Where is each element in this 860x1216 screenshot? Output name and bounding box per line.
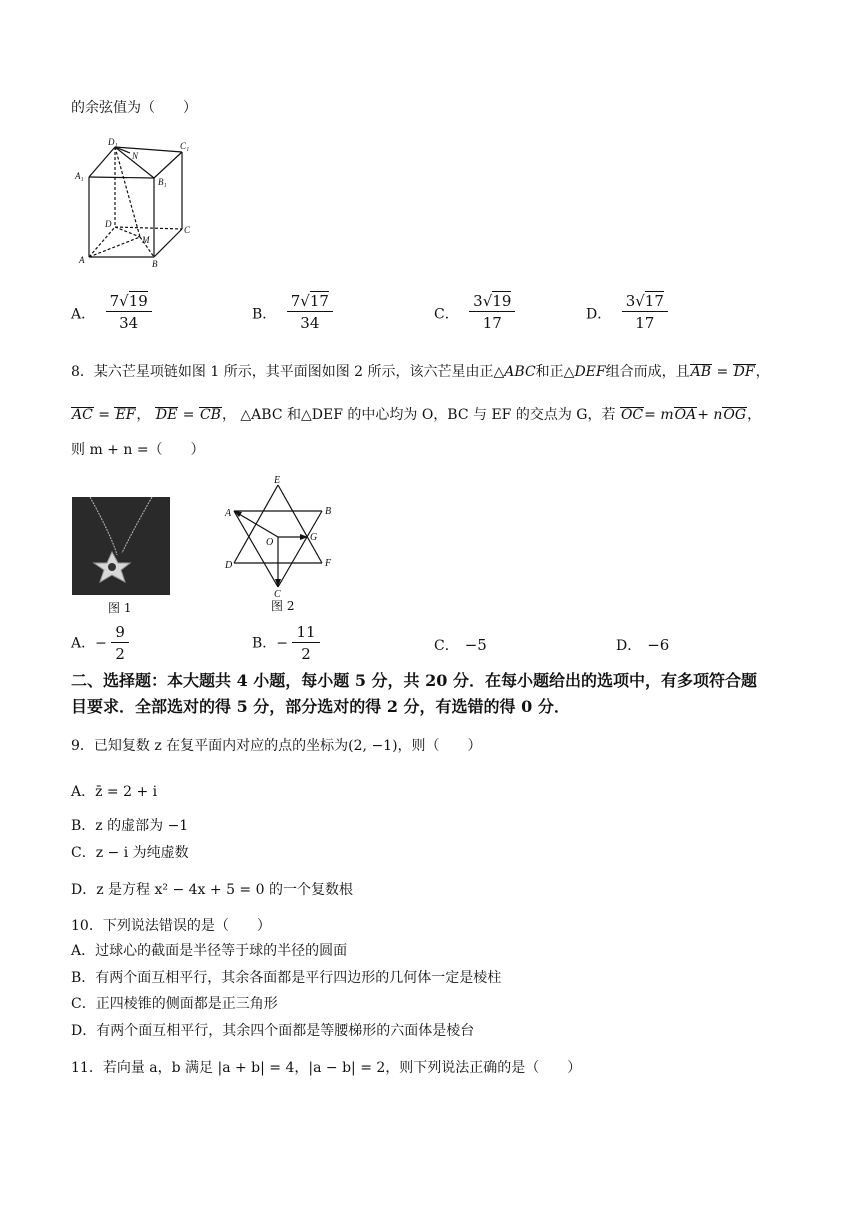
denominator: 17 (482, 314, 502, 332)
q8-line3: 则 m + n =（ ） (71, 442, 205, 458)
q10-option-a[interactable]: A．过球心的截面是半径等于球的半径的圆面 (71, 943, 348, 959)
option-letter: D． (616, 638, 642, 654)
label-B: B (325, 506, 332, 517)
q9-stem: 9．已知复数 z 在复平面内对应的点的坐标为(2, −1)，则（ ） (71, 738, 482, 754)
label-E: E (274, 475, 281, 486)
q7-option-d[interactable]: D． $\frac{3√17}{17}$ (586, 293, 668, 336)
vector-df: DF (733, 364, 755, 380)
radicand: 17 (309, 292, 329, 310)
option-letter: D． (586, 306, 612, 323)
sign: − (95, 635, 107, 652)
q8-line1: 8．某六芒星项链如图 1 所示，其平面图如图 2 所示，该六芒星由正△ABC和正△DEF组合而成，且AB = DF， (71, 364, 770, 380)
q10-option-c[interactable]: C．正四棱锥的侧面都是正三角形 (71, 996, 278, 1012)
q9-option-b[interactable]: B．z 的虚部为 −1 (71, 818, 189, 834)
option-letter: C． (434, 306, 459, 323)
coef: 3 (625, 292, 636, 310)
q8-option-c[interactable] (434, 635, 487, 655)
q10-option-b[interactable]: B．有两个面互相平行，其余各面都是平行四边形的几何体一定是棱柱 (71, 970, 502, 986)
q7-prism-figure (70, 135, 200, 270)
vector-og: OG (723, 407, 747, 423)
option-value: −6 (647, 636, 670, 654)
figure1-caption: 图 1 (108, 601, 132, 615)
q9-option-a[interactable]: A．z̄ = 2 + i (71, 784, 158, 800)
q8-line2: AC = EF， DE = CB， △ABC 和△DEF 的中心均为 O，BC 与 EF 的交点为 G，若 OC= mOA+ nOG， (72, 407, 762, 423)
coef: 7 (109, 292, 120, 310)
q7-option-a[interactable]: A． $\frac{7√19}{34}$ (71, 293, 152, 336)
label-A1: A₁ (75, 171, 84, 181)
denominator: 34 (300, 314, 320, 332)
section2-line1: 二、选择题：本大题共 4 小题，每小题 5 分，共 20 分．在每小题给出的选项中，有多项符合题 (71, 671, 757, 690)
q11-stem: 11．若向量 a，b 满足 |a + b| = 4，|a − b| = 2，则下列说法正确的是（ ） (71, 1060, 582, 1076)
radicand: 19 (128, 292, 148, 310)
label-C1: C₁ (180, 141, 190, 151)
q8-option-d[interactable] (616, 635, 669, 655)
denominator: 17 (635, 314, 655, 332)
triangle-def: △DEF (563, 364, 606, 380)
label-B: B (152, 259, 158, 269)
q8-text: △ABC 和△DEF 的中心均为 O，BC 与 EF 的交点为 G，若 (240, 407, 616, 423)
sign: − (276, 635, 289, 652)
option-letter: C． (434, 638, 459, 654)
vector-ef: EF (115, 407, 136, 423)
vector-oa: OA (674, 407, 697, 423)
option-letter: B． (252, 635, 277, 652)
q9-option-c[interactable]: C．z − i 为纯虚数 (71, 845, 189, 861)
option-letter: A． (71, 306, 96, 323)
coef: 3 (473, 292, 483, 310)
label-A: A (225, 508, 232, 519)
q7-option-c[interactable]: C． $\frac{3√19}{17}$ (434, 293, 515, 336)
q8-option-a[interactable] (71, 622, 129, 665)
necklace-photo (72, 497, 170, 595)
triangle-abc: △ABC (493, 364, 536, 380)
denominator: 34 (119, 314, 139, 332)
q7-stem-tail: 的余弦值为（ ） (71, 100, 197, 116)
label-M: M (142, 235, 150, 245)
radicand: 19 (492, 292, 512, 310)
label-G: G (310, 532, 318, 543)
q8-text: = m (644, 407, 674, 423)
vector-oc: OC (620, 407, 644, 423)
q8-text: 8．某六芒星项链如图 1 所示，其平面图如图 2 所示，该六芒星由正 (71, 364, 494, 380)
label-A: A (79, 255, 85, 265)
q10-option-d[interactable]: D．有两个面互相平行，其余四个面都是等腰梯形的六面体是棱台 (71, 1023, 475, 1039)
option-letter: A． (71, 635, 96, 652)
vector-de: DE (155, 407, 178, 423)
figure2-caption: 图 2 (271, 599, 295, 613)
label-C: C (184, 225, 191, 235)
vector-ac: AC (72, 407, 93, 423)
coef: 7 (290, 292, 301, 310)
q8-option-b[interactable] (252, 622, 320, 665)
option-letter: B． (252, 306, 277, 323)
q7-option-b[interactable]: B． $\frac{7√17}{34}$ (252, 293, 333, 336)
label-N: N (132, 151, 139, 161)
label-C: C (274, 589, 281, 599)
option-value: −5 (464, 636, 487, 654)
denominator: 2 (301, 645, 311, 663)
hexagram-figure (222, 474, 342, 599)
section2-line2: 目要求．全部选对的得 5 分，部分选对的得 2 分，有选错的得 0 分． (71, 697, 570, 716)
q8-text: 和正 (535, 364, 564, 380)
numerator: 11 (292, 622, 319, 643)
q9-option-d[interactable]: D．z 是方程 x² − 4x + 5 = 0 的一个复数根 (71, 882, 353, 898)
label-B1: B₁ (158, 177, 167, 187)
q8-text: + n (697, 407, 723, 423)
vector-ab: AB (690, 364, 712, 380)
vector-cb: CB (199, 407, 221, 423)
label-D: D (105, 219, 112, 229)
q10-stem: 10．下列说法错误的是（ ） (71, 918, 271, 934)
numerator: 9 (111, 622, 129, 643)
q8-text: 组合而成，且 (605, 364, 690, 380)
label-O: O (266, 537, 274, 548)
label-F: F (325, 558, 332, 569)
denominator: 2 (115, 645, 125, 663)
label-D: D (225, 560, 233, 571)
radicand: 17 (644, 292, 664, 310)
label-D1: D₁ (108, 137, 118, 147)
